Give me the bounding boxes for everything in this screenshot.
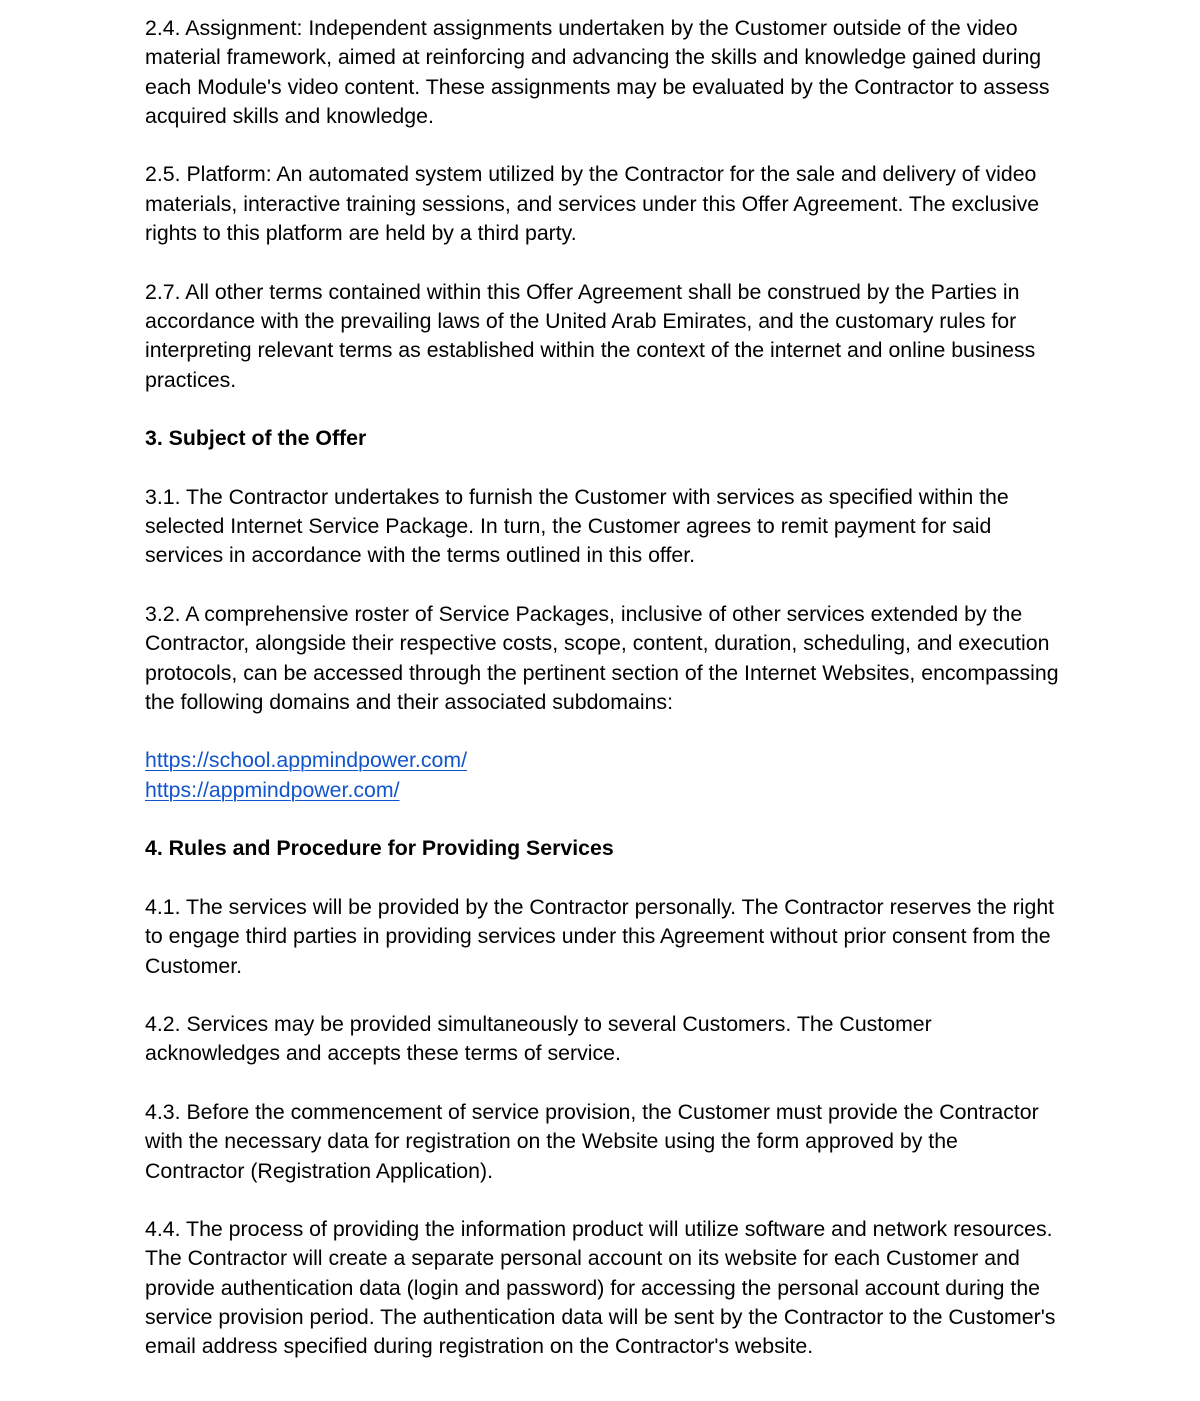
clause-2-4: 2.4. Assignment: Independent assignments undertaken by the Customer outside of the video material framework, aimed at reinforcing and advancing the skills and knowledge gained during each Module's video content. These assignments may be evaluated by the Contractor to assess acquired skills and knowledge. bbox=[145, 16, 1050, 128]
link-appmindpower[interactable]: https://appmindpower.com/ bbox=[145, 777, 400, 802]
clause-2-7: 2.7. All other terms contained within this Offer Agreement shall be construed by the Parties in accordance with the prevailing laws of the United Arab Emirates, and the customary rules for interpreting relevant terms as established within the context of the internet and online business practices. bbox=[145, 279, 1036, 392]
clause-4-4: 4.4. The process of providing the information product will utilize software and network resources. The Contractor will create a separate personal account on its website for each Customer and provide authentication data (login and password) for accessing the personal account during the service provision period. The authentication data will be sent by the Contractor to the Customer's email address specified during registration on the Contractor's website. bbox=[145, 1217, 1056, 1359]
domain-links bbox=[145, 746, 1060, 805]
clause-2-5: 2.5. Platform: An automated system utilized by the Contractor for the sale and delivery of video materials, interactive training sessions, and services under this Offer Agreement. The exclusive rights to this platform are held by a third party. bbox=[145, 162, 1040, 246]
document-page bbox=[145, 14, 1060, 1391]
section-heading-3: 3. Subject of the Offer bbox=[145, 426, 367, 451]
clause-4-2: 4.2. Services may be provided simultaneously to several Customers. The Customer acknowledges and accepts these terms of service. bbox=[145, 1012, 932, 1066]
clause-3-1: 3.1. The Contractor undertakes to furnish the Customer with services as specified within the selected Internet Service Package. In turn, the Customer agrees to remit payment for said services in accordance with the terms outlined in this offer. bbox=[145, 484, 1009, 568]
clause-3-2: 3.2. A comprehensive roster of Service Packages, inclusive of other services extended by the Contractor, alongside their respective costs, scope, content, duration, scheduling, and execution protocols, can be accessed through the pertinent section of the Internet Websites, encompassing the following domains and their associated subdomains: bbox=[145, 601, 1059, 714]
clause-4-3: 4.3. Before the commencement of service provision, the Customer must provide the Contractor with the necessary data for registration on the Website using the form approved by the Contractor (Registration Application). bbox=[145, 1099, 1039, 1183]
link-school-appmindpower[interactable]: https://school.appmindpower.com/ bbox=[145, 748, 467, 773]
clause-4-1: 4.1. The services will be provided by the Contractor personally. The Contractor reserves the right to engage third parties in providing services under this Agreement without prior consent from the Customer. bbox=[145, 894, 1055, 978]
section-heading-4: 4. Rules and Procedure for Providing Services bbox=[145, 836, 614, 861]
